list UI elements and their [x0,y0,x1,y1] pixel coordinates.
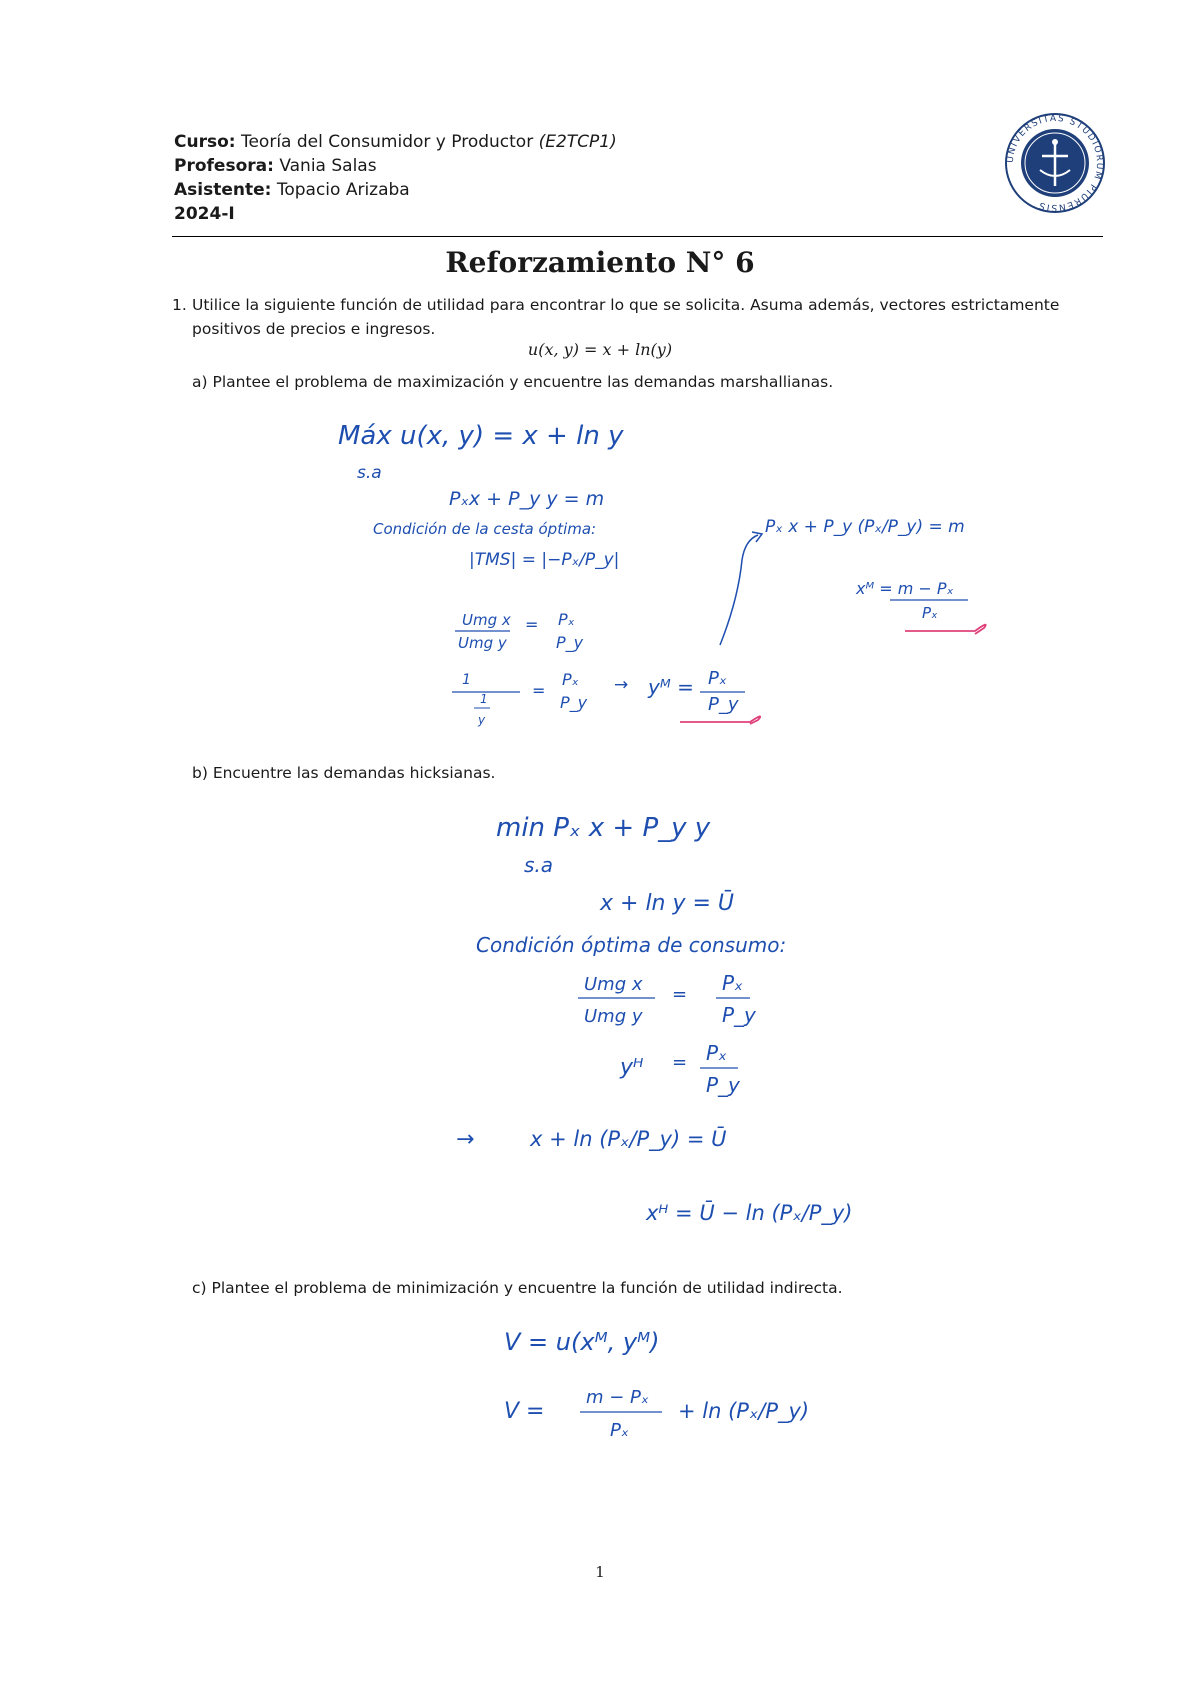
professor-value: Vania Salas [279,156,377,176]
part-c-solution [504,1328,809,1441]
price-x: Pₓ [708,668,727,689]
indirect-utility-log-term: + ln (Pₓ/P_y) [678,1399,810,1423]
one-over-y-denominator: y [478,713,486,727]
part-b-prompt: b) Encuentre las demandas hicksianas. [192,764,496,782]
one-over-y-numerator: 1 [480,692,488,706]
assistant-label: Asistente: [174,180,272,200]
utility-constraint: x + ln y = Ū [600,891,735,916]
part-c-prompt: c) Plantee el problema de minimización y encuentre la función de utilidad indirecta. [192,1279,843,1297]
course-label: Curso: [174,132,236,152]
price-y: P_y [722,1003,756,1027]
subject-to-a: s.a [357,463,382,483]
mu-x: Umg x [584,974,643,995]
one-numerator: 1 [462,672,471,688]
price-y: P_y [556,633,584,652]
price-x: Pₓ [562,670,579,689]
price-y: P_y [708,694,739,715]
price-y: P_y [706,1073,740,1097]
indirect-utility-denominator: Pₓ [610,1420,629,1441]
equals-sign: = [532,681,546,700]
page-number: 1 [595,1563,605,1581]
mu-y: Umg y [458,634,507,652]
question-number: 1. [172,296,187,314]
substituted-utility: x + ln (Pₓ/P_y) = Ū [530,1127,727,1151]
y-hicksian: yᴴ [620,1055,644,1080]
price-x: Pₓ [722,971,743,995]
course-value: Teoría del Consumidor y Productor [240,132,534,152]
svg-text:UNIVERSITAS STUDIORUM PIURENSI: UNIVERSITAS STUDIORUM PIURENSIS [1005,113,1105,213]
min-problem: min Pₓ x + P_y y [496,813,711,843]
page-title: Reforzamiento N° 6 [445,246,755,279]
part-a-solution [338,421,986,727]
mu-y: Umg y [584,1006,643,1027]
arrow-icon: → [456,1127,475,1152]
arrow-icon: → [614,675,629,695]
mrs-expression: |TMS| = |−Pₓ/P_y| [469,550,620,570]
optimal-bundle-condition: Condición de la cesta óptima: [373,520,597,538]
assistant-value: Topacio Arizaba [276,180,410,200]
max-problem: Máx u(x, y) = x + ln y [338,421,624,451]
indirect-utility-lhs: V = [504,1399,545,1424]
optimal-consumption-condition: Condición óptima de consumo: [476,933,787,957]
utility-function: u(x, y) = x + ln(y) [527,340,673,359]
x-hicksian: xᴴ = Ū − ln (Pₓ/P_y) [646,1201,853,1225]
y-marshallian: yᴹ = [648,675,694,699]
x-marshallian-denominator: Pₓ [922,604,938,622]
equals-sign: = [525,615,539,634]
price-x: Pₓ [558,610,575,629]
course-code: (E2TCP1) [538,132,617,152]
x-marshallian: xᴹ = m − Pₓ [856,579,954,598]
indirect-utility-numerator: m − Pₓ [586,1387,649,1408]
price-x: Pₓ [706,1041,727,1065]
indirect-utility-definition: V = u(xᴹ, yᴹ) [504,1328,660,1356]
part-a-prompt: a) Plantee el problema de maximización y encuentre las demandas marshallianas. [192,373,834,391]
professor-label: Profesora: [174,156,274,176]
subject-to-b: s.a [524,853,554,877]
equals-sign: = [672,984,688,1005]
question-text: Utilice la siguiente función de utilidad para encontrar lo que se solicita. Asuma además, vectores estrictamente positivos de precios e ingresos. [192,296,1060,338]
substituted-budget: Pₓ x + P_y (Pₓ/P_y) = m [765,517,965,537]
budget-constraint: Pₓx + P_y y = m [449,488,605,510]
part-b-solution [456,813,853,1226]
price-y: P_y [560,693,588,712]
term: 2024-I [174,204,235,224]
mu-x: Umg x [462,611,511,629]
equals-sign: = [672,1052,688,1073]
